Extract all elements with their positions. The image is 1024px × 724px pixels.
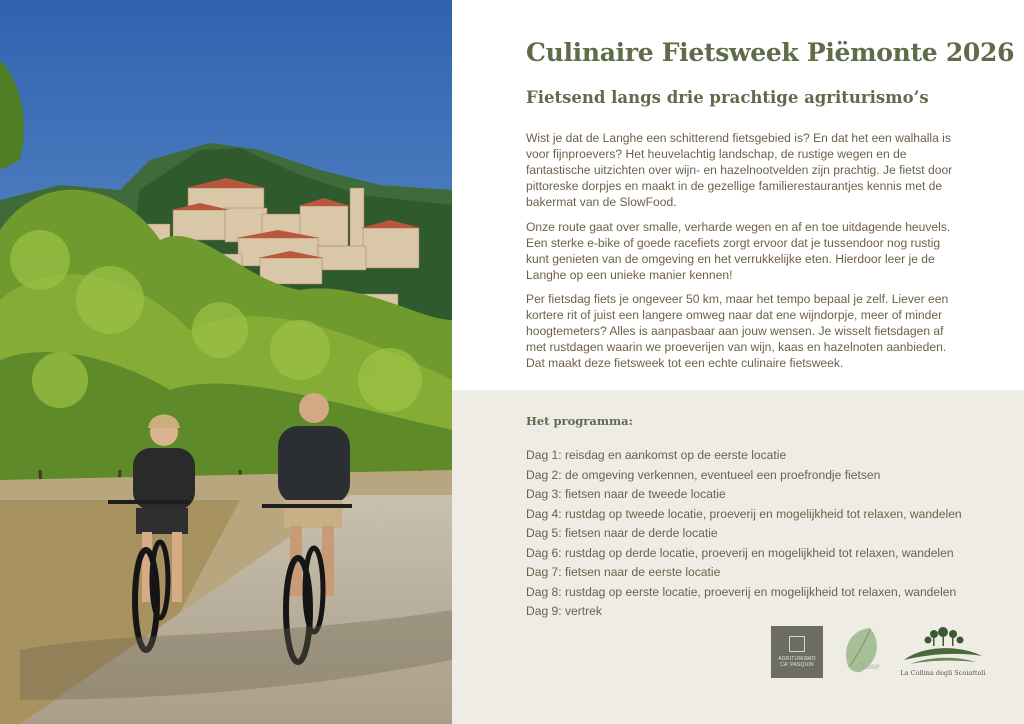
logo-3-text: La Collina degli Scoiattoli (900, 669, 986, 677)
content-column (452, 0, 1024, 724)
ca-pasquin-logo (771, 626, 823, 678)
page-title: Culinaire Fietsweek Piëmonte 2026 (526, 38, 1015, 67)
intro-paragraph-3: Per fietsdag fiets je ongeveer 50 km, maar het tempo bepaal je zelf. Liever een kortere rit of juist een langere omweg naar dat ene wijndorpje, meer of minder hoogtemeters? Alles is aanpasbaar aan jouw wensen. Je wisselt fietsdagen af met rustdagen waarin we proeverijen van wijn, kaas en hazelnoten aanbieden. Dat maakt deze fietsweek tot een echte culinaire fietsweek. (526, 292, 949, 370)
program-day: Dag 6: rustdag op derde locatie, proeverij en mogelijkheid tot relaxen, wandelen (526, 545, 954, 560)
intro-paragraph-1: Wist je dat de Langhe een schitterend fietsgebied is? En dat het een walhalla is voor fijnproevers? Het heuvelachtig landschap, de rustige wegen en de fantastische uitzichten over wijn- en hazelnootvelden zijn prachtig. Je fietst door pittoreske dorpjes en maakt in de gezellige familierestaurantjes kennis met de bakermat van de SlowFood. (526, 131, 953, 209)
program-day: Dag 9: vertrek (526, 604, 602, 618)
intro-paragraph-2: Onze route gaat over smalle, verharde wegen en af en toe uitdagende heuvels. Een sterke e-bike of goede racefiets zorgt ervoor dat je tussendoor nog rustig kunt genieten van de omgeving en het verrukkelijke eten. Hierdoor leer je de Langhe op een unieke manier kennen! (526, 220, 951, 282)
program-day: Dag 7: fietsen naar de eerste locatie (526, 565, 721, 579)
logo-1-line-2: CA' PASQUIN (780, 662, 814, 668)
program-day: Dag 8: rustdag op eerste locatie, proeverij en mogelijkheid tot relaxen, wandelen (526, 584, 957, 599)
intro-panel (452, 0, 1024, 390)
collina-logo (898, 626, 988, 682)
logo-2-text: Crose (856, 662, 880, 671)
program-day: Dag 1: reisdag en aankomst op de eerste locatie (526, 448, 787, 462)
program-day: Dag 3: fietsen naar de tweede locatie (526, 487, 726, 501)
crose-logo (840, 624, 888, 680)
hero-photo (0, 0, 452, 724)
hill-trees-icon (898, 626, 988, 670)
program-day: Dag 5: fietsen naar de derde locatie (526, 526, 718, 540)
program-day: Dag 4: rustdag op tweede locatie, proeverij en mogelijkheid tot relaxen, wandelen (526, 506, 962, 521)
page-subtitle: Fietsend langs drie prachtige agriturismo’s (526, 88, 929, 107)
program-panel (452, 390, 1024, 724)
program-list (526, 446, 962, 622)
house-icon (789, 636, 805, 652)
logo-1-line-1: AGRITURISMO (778, 656, 816, 662)
program-title: Het programma: (526, 414, 633, 428)
program-day: Dag 2: de omgeving verkennen, eventueel een proefrondje fietsen (526, 467, 881, 482)
leaf-icon (840, 624, 888, 680)
